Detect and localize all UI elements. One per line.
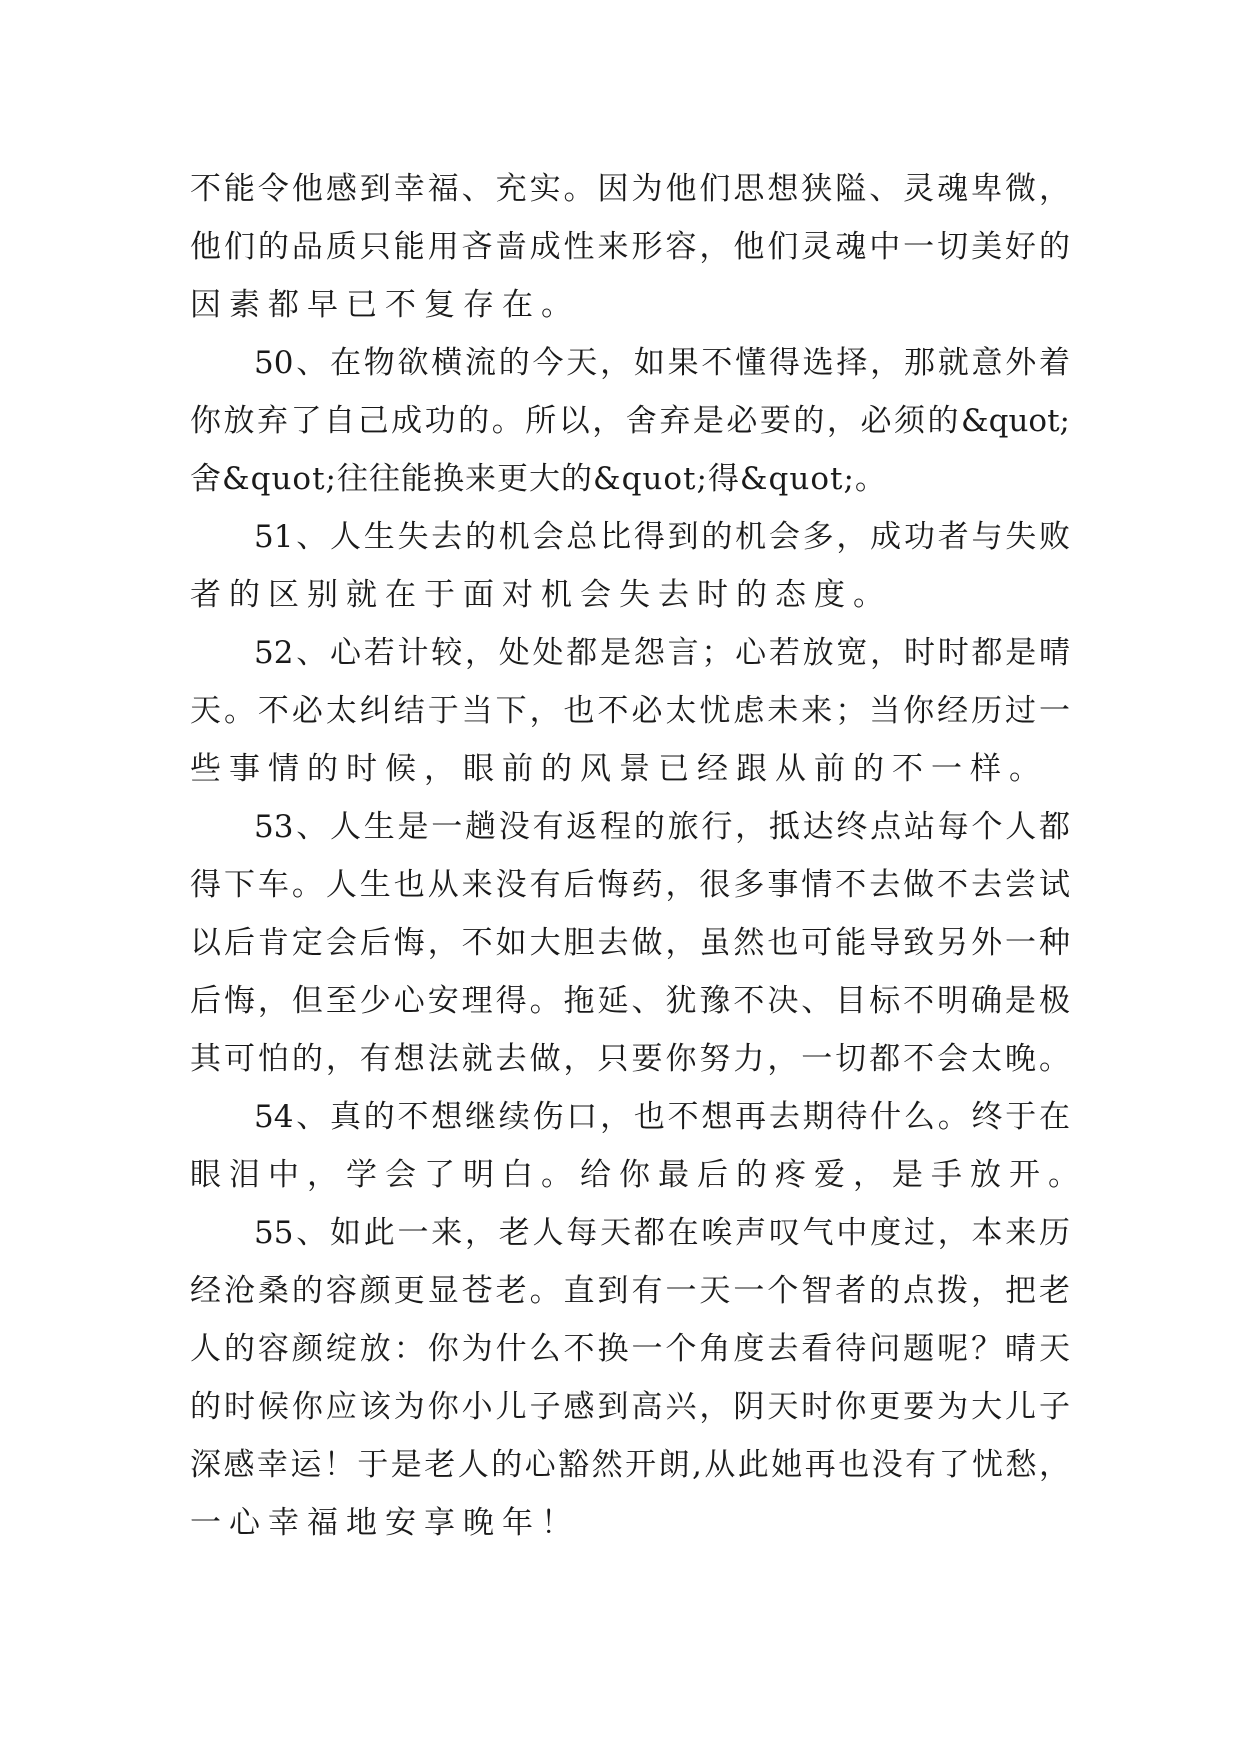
text-line: 的时候你应该为你小儿子感到高兴，阴天时你更要为大儿子: [190, 1389, 1070, 1425]
document-body: [190, 160, 1087, 1552]
paragraph-first-line: 50、在物欲横流的今天，如果不懂得选择，那就意外着: [254, 345, 1070, 381]
text-line: 你放弃了自己成功的。所以，舍弃是必要的，必须的&quot;: [190, 403, 1070, 439]
text-line: 他们的品质只能用吝啬成性来形容，他们灵魂中一切美好的: [190, 229, 1070, 265]
text-line: 其可怕的，有想法就去做，只要你努力，一切都不会太晚。: [190, 1041, 1070, 1077]
text-line: 眼泪中，学会了明白。给你最后的疼爱，是手放开。: [190, 1157, 1087, 1193]
text-line: 一心幸福地安享晚年！: [190, 1505, 580, 1541]
paragraph-first-line: 54、真的不想继续伤口，也不想再去期待什么。终于在: [254, 1099, 1070, 1135]
text-line: 得下车。人生也从来没有后悔药，很多事情不去做不去尝试: [190, 867, 1070, 903]
paragraph-first-line: 51、人生失去的机会总比得到的机会多，成功者与失败: [254, 519, 1070, 555]
text-line: 以后肯定会后悔，不如大胆去做，虽然也可能导致另外一种: [190, 925, 1070, 961]
paragraph-first-line: 53、人生是一趟没有返程的旅行，抵达终点站每个人都: [254, 809, 1070, 845]
text-line: 舍&quot;往往能换来更大的&quot;得&quot;。: [190, 461, 887, 497]
text-line: 后悔，但至少心安理得。拖延、犹豫不决、目标不明确是极: [190, 983, 1070, 1019]
text-line: 经沧桑的容颜更显苍老。直到有一天一个智者的点拨，把老: [190, 1273, 1070, 1309]
text-line: 人的容颜绽放：你为什么不换一个角度去看待问题呢？晴天: [190, 1331, 1070, 1367]
paragraph-first-line: 55、如此一来，老人每天都在唉声叹气中度过，本来历: [254, 1215, 1070, 1251]
text-line: 者的区别就在于面对机会失去时的态度。: [190, 577, 892, 613]
text-line: 不能令他感到幸福、充实。因为他们思想狭隘、灵魂卑微，: [190, 171, 1070, 207]
text-line: 因素都早已不复存在。: [190, 287, 580, 323]
paragraph-first-line: 52、心若计较，处处都是怨言；心若放宽，时时都是晴: [254, 635, 1070, 671]
text-line: 深感幸运！于是老人的心豁然开朗,从此她再也没有了忧愁，: [190, 1447, 1070, 1483]
text-line: 些事情的时候，眼前的风景已经跟从前的不一样。: [190, 751, 1048, 787]
text-line: 天。不必太纠结于当下，也不必太忧虑未来；当你经历过一: [190, 693, 1070, 729]
